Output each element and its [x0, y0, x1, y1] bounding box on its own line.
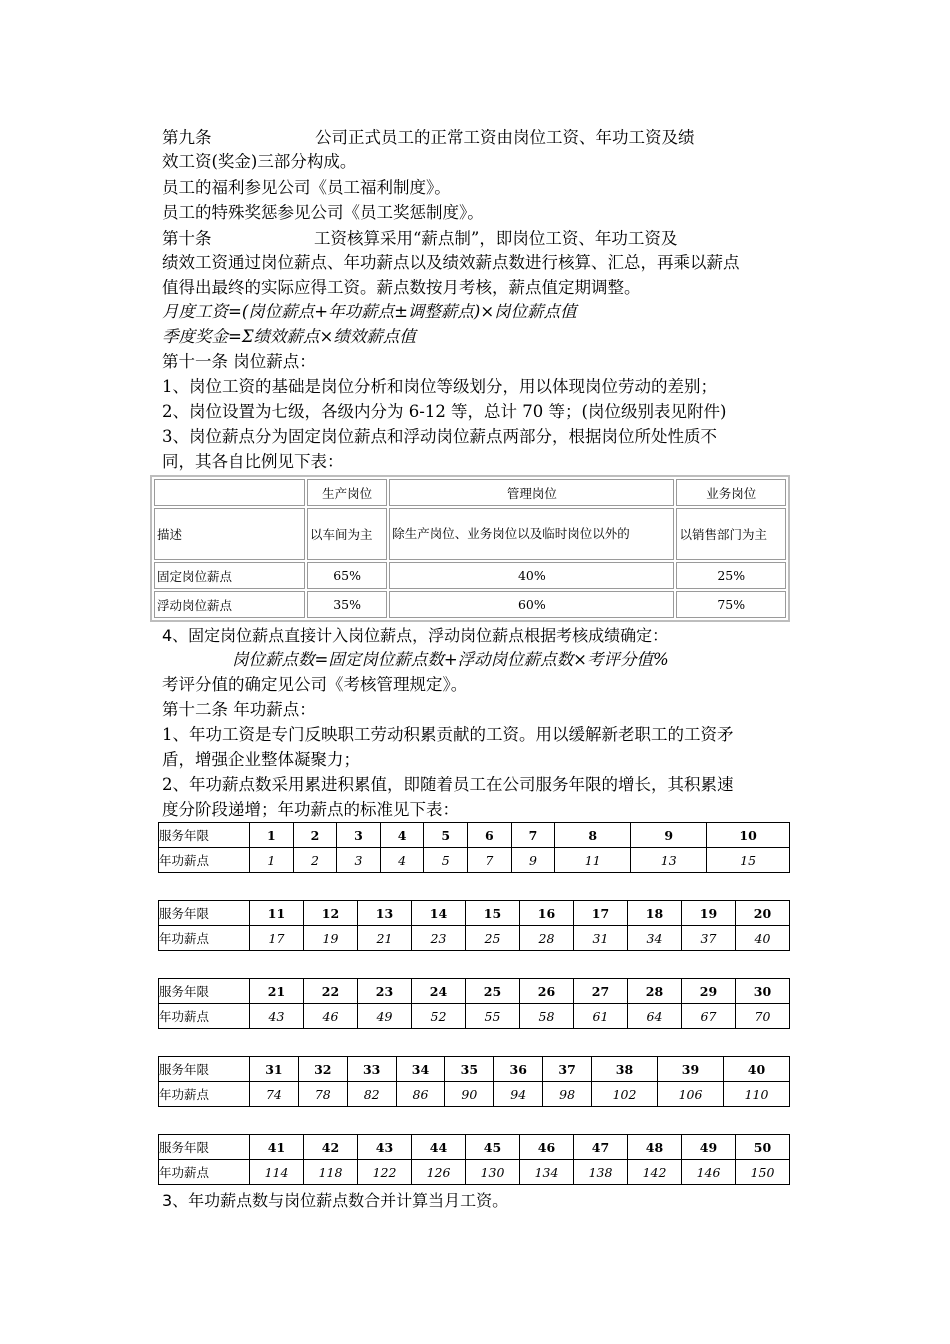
- seniority-row-label: 服务年限: [159, 1057, 250, 1082]
- seniority-year-cell: 18: [628, 901, 682, 926]
- seniority-row-label: 服务年限: [159, 1135, 250, 1160]
- seniority-point-cell: 106: [658, 1082, 724, 1107]
- seniority-point-cell: 78: [298, 1082, 347, 1107]
- art11-title: 第十一条 岗位薪点：: [162, 352, 316, 371]
- seniority-year-cell: 36: [494, 1057, 543, 1082]
- seniority-year-cell: 31: [250, 1057, 299, 1082]
- seniority-row-label: 年功薪点: [159, 926, 250, 951]
- ratio-cell: 75%: [676, 591, 786, 618]
- seniority-year-cell: 23: [358, 979, 412, 1004]
- seniority-table: [158, 822, 790, 873]
- seniority-points-row: [159, 1160, 790, 1185]
- seniority-row-label: 服务年限: [159, 823, 250, 848]
- art11-item3-line1: 3、岗位薪点分为固定岗位薪点和浮动岗位薪点两部分，根据岗位所处性质不: [162, 427, 717, 446]
- seniority-point-cell: 102: [592, 1082, 658, 1107]
- art10-label: 第十条: [162, 229, 212, 248]
- seniority-year-cell: 10: [707, 823, 790, 848]
- seniority-point-cell: 130: [466, 1160, 520, 1185]
- ratio-cell: 60%: [389, 591, 674, 618]
- ratio-row-description: [154, 508, 786, 560]
- seniority-year-cell: 26: [520, 979, 574, 1004]
- seniority-year-cell: 25: [466, 979, 520, 1004]
- seniority-point-cell: 94: [494, 1082, 543, 1107]
- seniority-table: [158, 1056, 790, 1107]
- art10-line3: 值得出最终的实际应得工资。薪点数按月考核，薪点值定期调整。: [162, 278, 641, 297]
- ratio-cell: 以销售部门为主: [676, 508, 786, 560]
- seniority-point-cell: 21: [358, 926, 412, 951]
- seniority-point-cell: 126: [412, 1160, 466, 1185]
- seniority-point-cell: 52: [412, 1004, 466, 1029]
- seniority-point-cell: 114: [250, 1160, 304, 1185]
- seniority-year-cell: 4: [380, 823, 424, 848]
- seniority-year-cell: 9: [631, 823, 707, 848]
- art11-item3-line2: 同，其各自比例见下表：: [162, 452, 344, 471]
- seniority-year-cell: 43: [358, 1135, 412, 1160]
- seniority-point-cell: 40: [736, 926, 790, 951]
- seniority-year-cell: 13: [358, 901, 412, 926]
- seniority-row-label: 年功薪点: [159, 1160, 250, 1185]
- seniority-point-cell: 13: [631, 848, 707, 873]
- seniority-year-cell: 39: [658, 1057, 724, 1082]
- seniority-year-cell: 17: [574, 901, 628, 926]
- seniority-point-cell: 3: [337, 848, 381, 873]
- seniority-years-row: [159, 1135, 790, 1160]
- seniority-point-cell: 19: [304, 926, 358, 951]
- seniority-point-cell: 7: [468, 848, 512, 873]
- formula-position: 岗位薪点数=固定岗位薪点数+浮动岗位薪点数×考评分值%: [232, 650, 669, 669]
- seniority-row-label: 年功薪点: [159, 848, 250, 873]
- seniority-points-row: [159, 1004, 790, 1029]
- seniority-year-cell: 50: [736, 1135, 790, 1160]
- seniority-year-cell: 5: [424, 823, 468, 848]
- seniority-year-cell: 15: [466, 901, 520, 926]
- ratio-cell: 描述: [154, 508, 305, 560]
- seniority-year-cell: 46: [520, 1135, 574, 1160]
- art11-item1: 1、岗位工资的基础是岗位分析和岗位等级划分，用以体现岗位劳动的差别；: [162, 377, 717, 396]
- ratio-cell: 固定岗位薪点: [154, 562, 305, 589]
- seniority-point-cell: 4: [380, 848, 424, 873]
- seniority-year-cell: 37: [543, 1057, 592, 1082]
- formula-quarterly: 季度奖金=Σ绩效薪点×绩效薪点值: [162, 327, 416, 346]
- ratio-cell: 除生产岗位、业务岗位以及临时岗位以外的: [389, 508, 674, 560]
- seniority-year-cell: 14: [412, 901, 466, 926]
- ratio-cell: 以车间为主: [307, 508, 387, 560]
- seniority-year-cell: 48: [628, 1135, 682, 1160]
- art12-title: 第十二条 年功薪点：: [162, 700, 316, 719]
- seniority-point-cell: 118: [304, 1160, 358, 1185]
- seniority-year-cell: 47: [574, 1135, 628, 1160]
- seniority-year-cell: 7: [511, 823, 555, 848]
- seniority-table: [158, 978, 790, 1029]
- seniority-year-cell: 1: [250, 823, 294, 848]
- ratio-row-floating: [154, 591, 786, 618]
- seniority-year-cell: 44: [412, 1135, 466, 1160]
- seniority-year-cell: 33: [347, 1057, 396, 1082]
- art10-line1: 第十条 工资核算采用“薪点制”，即岗位工资、年功工资及: [162, 227, 790, 251]
- seniority-point-cell: 1: [250, 848, 294, 873]
- seniority-point-cell: 86: [396, 1082, 445, 1107]
- art10-line2: 绩效工资通过岗位薪点、年功薪点以及绩效薪点数进行核算、汇总，再乘以薪点: [162, 253, 740, 272]
- art12-item1-line2: 盾，增强企业整体凝聚力；: [162, 750, 360, 769]
- seniority-year-cell: 27: [574, 979, 628, 1004]
- welfare-note: 员工的福利参见公司《员工福利制度》。: [162, 178, 451, 197]
- seniority-points-row: [159, 848, 790, 873]
- seniority-point-cell: 64: [628, 1004, 682, 1029]
- seniority-year-cell: 49: [682, 1135, 736, 1160]
- seniority-year-cell: 3: [337, 823, 381, 848]
- seniority-point-cell: 58: [520, 1004, 574, 1029]
- seniority-point-cell: 150: [736, 1160, 790, 1185]
- ratio-header-cell: 管理岗位: [389, 479, 674, 506]
- ratio-row-fixed: [154, 562, 786, 589]
- seniority-point-cell: 28: [520, 926, 574, 951]
- seniority-year-cell: 21: [250, 979, 304, 1004]
- seniority-point-cell: 43: [250, 1004, 304, 1029]
- seniority-year-cell: 19: [682, 901, 736, 926]
- eval-note: 考评分值的确定见公司《考核管理规定》。: [162, 675, 468, 694]
- seniority-table: [158, 1134, 790, 1185]
- seniority-years-row: [159, 979, 790, 1004]
- seniority-year-cell: 42: [304, 1135, 358, 1160]
- seniority-point-cell: 31: [574, 926, 628, 951]
- art12-item1-line1: 1、年功工资是专门反映职工劳动积累贡献的工资。用以缓解新老职工的工资矛: [162, 725, 734, 744]
- ratio-cell: 40%: [389, 562, 674, 589]
- seniority-point-cell: 11: [555, 848, 631, 873]
- art11-item2: 2、岗位设置为七级，各级内分为 6-12 等，总计 70 等；(岗位级别表见附件): [162, 402, 727, 421]
- seniority-point-cell: 67: [682, 1004, 736, 1029]
- ratio-header-row: [154, 479, 786, 506]
- seniority-point-cell: 82: [347, 1082, 396, 1107]
- seniority-year-cell: 6: [468, 823, 512, 848]
- seniority-point-cell: 5: [424, 848, 468, 873]
- seniority-year-cell: 38: [592, 1057, 658, 1082]
- seniority-point-cell: 15: [707, 848, 790, 873]
- seniority-point-cell: 49: [358, 1004, 412, 1029]
- seniority-point-cell: 90: [445, 1082, 494, 1107]
- seniority-point-cell: 70: [736, 1004, 790, 1029]
- seniority-row-label: 年功薪点: [159, 1082, 250, 1107]
- seniority-year-cell: 29: [682, 979, 736, 1004]
- art12-item2-line2: 度分阶段递增；年功薪点的标准见下表：: [162, 800, 459, 819]
- seniority-point-cell: 98: [543, 1082, 592, 1107]
- seniority-year-cell: 40: [723, 1057, 789, 1082]
- seniority-point-cell: 37: [682, 926, 736, 951]
- seniority-year-cell: 30: [736, 979, 790, 1004]
- ratio-cell: 35%: [307, 591, 387, 618]
- seniority-point-cell: 142: [628, 1160, 682, 1185]
- seniority-point-cell: 23: [412, 926, 466, 951]
- seniority-point-cell: 34: [628, 926, 682, 951]
- seniority-year-cell: 8: [555, 823, 631, 848]
- seniority-point-cell: 25: [466, 926, 520, 951]
- seniority-point-cell: 146: [682, 1160, 736, 1185]
- seniority-point-cell: 61: [574, 1004, 628, 1029]
- seniority-point-cell: 134: [520, 1160, 574, 1185]
- ratio-header-cell: [154, 479, 305, 506]
- art11-item4: 4、固定岗位薪点直接计入岗位薪点，浮动岗位薪点根据考核成绩确定：: [162, 626, 669, 645]
- seniority-point-cell: 55: [466, 1004, 520, 1029]
- seniority-point-cell: 74: [250, 1082, 299, 1107]
- seniority-point-cell: 122: [358, 1160, 412, 1185]
- art12-item2-line1: 2、年功薪点数采用累进积累值，即随着员工在公司服务年限的增长，其积累速: [162, 775, 734, 794]
- art9-line1: 第九条 公司正式员工的正常工资由岗位工资、年功工资及绩: [162, 126, 790, 150]
- seniority-row-label: 服务年限: [159, 979, 250, 1004]
- seniority-years-row: [159, 901, 790, 926]
- seniority-year-cell: 28: [628, 979, 682, 1004]
- art12-item3: 3、年功薪点数与岗位薪点数合并计算当月工资。: [162, 1191, 509, 1210]
- reward-note: 员工的特殊奖惩参见公司《员工奖惩制度》。: [162, 203, 484, 222]
- position-ratio-table: [150, 475, 790, 622]
- seniority-year-cell: 35: [445, 1057, 494, 1082]
- seniority-point-cell: 138: [574, 1160, 628, 1185]
- seniority-row-label: 服务年限: [159, 901, 250, 926]
- ratio-cell: 25%: [676, 562, 786, 589]
- seniority-year-cell: 22: [304, 979, 358, 1004]
- seniority-year-cell: 24: [412, 979, 466, 1004]
- seniority-year-cell: 34: [396, 1057, 445, 1082]
- seniority-points-row: [159, 926, 790, 951]
- seniority-point-cell: 110: [723, 1082, 789, 1107]
- seniority-year-cell: 32: [298, 1057, 347, 1082]
- seniority-year-cell: 20: [736, 901, 790, 926]
- seniority-year-cell: 41: [250, 1135, 304, 1160]
- formula-monthly: 月度工资=(岗位薪点+年功薪点±调整薪点)×岗位薪点值: [162, 302, 577, 321]
- ratio-header-cell: 生产岗位: [307, 479, 387, 506]
- art9-label: 第九条: [162, 128, 212, 147]
- seniority-year-cell: 45: [466, 1135, 520, 1160]
- seniority-point-cell: 17: [250, 926, 304, 951]
- seniority-table: [158, 900, 790, 951]
- seniority-point-cell: 46: [304, 1004, 358, 1029]
- seniority-year-cell: 11: [250, 901, 304, 926]
- ratio-cell: 65%: [307, 562, 387, 589]
- seniority-year-cell: 12: [304, 901, 358, 926]
- seniority-row-label: 年功薪点: [159, 1004, 250, 1029]
- seniority-points-row: [159, 1082, 790, 1107]
- seniority-years-row: [159, 823, 790, 848]
- seniority-point-cell: 9: [511, 848, 555, 873]
- seniority-year-cell: 2: [293, 823, 337, 848]
- ratio-cell: 浮动岗位薪点: [154, 591, 305, 618]
- seniority-year-cell: 16: [520, 901, 574, 926]
- seniority-years-row: [159, 1057, 790, 1082]
- art9-line2: 效工资(奖金)三部分构成。: [162, 152, 357, 171]
- ratio-header-cell: 业务岗位: [676, 479, 786, 506]
- seniority-point-cell: 2: [293, 848, 337, 873]
